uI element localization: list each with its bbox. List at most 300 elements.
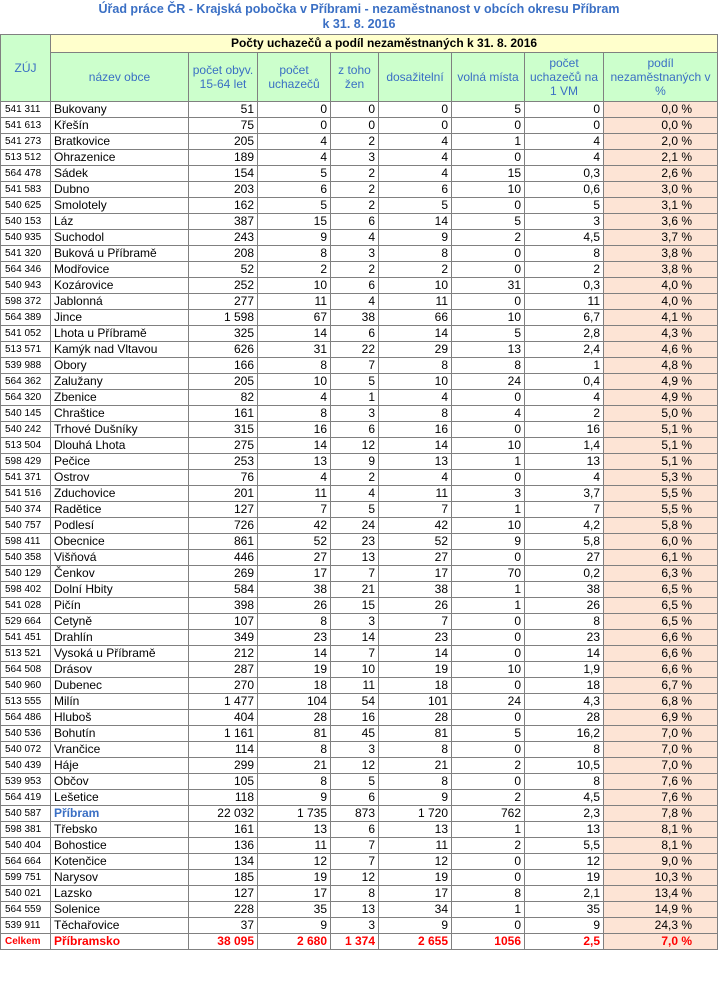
- women-cell: 2: [331, 166, 379, 182]
- applicants-cell: 17: [258, 566, 331, 582]
- available-cell: 10: [379, 374, 452, 390]
- population-cell: 201: [189, 486, 258, 502]
- table-row: [1, 758, 718, 774]
- municipality-cell: Pečice: [51, 454, 189, 470]
- municipality-cell: Narysov: [51, 870, 189, 886]
- municipality-cell: Kamýk nad Vltavou: [51, 342, 189, 358]
- table-row: [1, 342, 718, 358]
- unemployment-rate-cell: 4,8 %: [604, 358, 718, 374]
- per-vacancy-cell: 1,9: [525, 662, 604, 678]
- per-vacancy-cell: 38: [525, 582, 604, 598]
- women-cell: 3: [331, 406, 379, 422]
- per-vacancy-cell: 4: [525, 390, 604, 406]
- available-cell: 4: [379, 134, 452, 150]
- applicants-cell: 5: [258, 166, 331, 182]
- population-cell: 38 095: [189, 934, 258, 950]
- applicants-cell: 19: [258, 662, 331, 678]
- per-vacancy-cell: 4: [525, 470, 604, 486]
- available-cell: 21: [379, 758, 452, 774]
- zuj-cell: 564 320: [1, 390, 51, 406]
- per-vacancy-cell: 12: [525, 854, 604, 870]
- population-cell: 51: [189, 102, 258, 118]
- table-row: [1, 486, 718, 502]
- zuj-cell: 564 346: [1, 262, 51, 278]
- super-header: Počty uchazečů a podíl nezaměstnaných k 31. 8. 2016: [51, 35, 718, 53]
- zuj-cell: 541 052: [1, 326, 51, 342]
- vacancies-cell: 10: [452, 310, 525, 326]
- unemployment-rate-cell: 5,1 %: [604, 438, 718, 454]
- per-vacancy-cell: 4,5: [525, 230, 604, 246]
- per-vacancy-cell: 18: [525, 678, 604, 694]
- vacancies-cell: 0: [452, 550, 525, 566]
- applicants-cell: 38: [258, 582, 331, 598]
- table-row: [1, 134, 718, 150]
- table-row: [1, 406, 718, 422]
- zuj-cell: Celkem: [1, 934, 51, 950]
- table-row: [1, 198, 718, 214]
- municipality-cell: Bohutín: [51, 726, 189, 742]
- population-cell: 154: [189, 166, 258, 182]
- applicants-cell: 17: [258, 886, 331, 902]
- unemployment-rate-cell: 7,0 %: [604, 726, 718, 742]
- table-row: [1, 598, 718, 614]
- women-cell: 21: [331, 582, 379, 598]
- applicants-cell: 2 680: [258, 934, 331, 950]
- per-vacancy-cell: 35: [525, 902, 604, 918]
- unemployment-rate-cell: 6,5 %: [604, 582, 718, 598]
- population-cell: 726: [189, 518, 258, 534]
- per-vacancy-cell: 4,2: [525, 518, 604, 534]
- vacancies-cell: 24: [452, 374, 525, 390]
- population-cell: 299: [189, 758, 258, 774]
- municipality-cell: Háje: [51, 758, 189, 774]
- women-cell: 24: [331, 518, 379, 534]
- per-vacancy-cell: 2,4: [525, 342, 604, 358]
- zuj-cell: 513 571: [1, 342, 51, 358]
- available-cell: 16: [379, 422, 452, 438]
- unemployment-rate-cell: 4,9 %: [604, 374, 718, 390]
- unemployment-rate-cell: 5,1 %: [604, 422, 718, 438]
- municipality-cell: Čenkov: [51, 566, 189, 582]
- zuj-cell: 539 953: [1, 774, 51, 790]
- table-row: [1, 294, 718, 310]
- municipality-cell: Smolotely: [51, 198, 189, 214]
- unemployment-rate-cell: 14,9 %: [604, 902, 718, 918]
- zuj-cell: 540 153: [1, 214, 51, 230]
- per-vacancy-cell: 1: [525, 358, 604, 374]
- unemployment-rate-cell: 6,0 %: [604, 534, 718, 550]
- available-cell: 6: [379, 182, 452, 198]
- table-row: [1, 246, 718, 262]
- vacancies-cell: 0: [452, 614, 525, 630]
- population-cell: 269: [189, 566, 258, 582]
- vacancies-cell: 0: [452, 198, 525, 214]
- women-cell: 8: [331, 886, 379, 902]
- available-cell: 34: [379, 902, 452, 918]
- zuj-cell: 541 583: [1, 182, 51, 198]
- available-cell: 101: [379, 694, 452, 710]
- vacancies-cell: 9: [452, 534, 525, 550]
- available-cell: 13: [379, 822, 452, 838]
- available-cell: 9: [379, 230, 452, 246]
- available-cell: 1 720: [379, 806, 452, 822]
- zuj-cell: 540 943: [1, 278, 51, 294]
- header-women: z toho žen: [331, 53, 379, 102]
- table-row: [1, 694, 718, 710]
- women-cell: 15: [331, 598, 379, 614]
- population-cell: 398: [189, 598, 258, 614]
- available-cell: 4: [379, 470, 452, 486]
- per-vacancy-cell: 0,3: [525, 278, 604, 294]
- vacancies-cell: 0: [452, 918, 525, 934]
- table-row: [1, 662, 718, 678]
- zuj-cell: 541 311: [1, 102, 51, 118]
- vacancies-cell: 5: [452, 214, 525, 230]
- unemployment-rate-cell: 6,7 %: [604, 678, 718, 694]
- zuj-cell: 564 486: [1, 710, 51, 726]
- municipality-cell: Dubenec: [51, 678, 189, 694]
- women-cell: 13: [331, 902, 379, 918]
- vacancies-cell: 0: [452, 118, 525, 134]
- zuj-cell: 541 028: [1, 598, 51, 614]
- table-row: [1, 358, 718, 374]
- table-row: [1, 310, 718, 326]
- table-row: [1, 806, 718, 822]
- available-cell: 52: [379, 534, 452, 550]
- per-vacancy-cell: 14: [525, 646, 604, 662]
- women-cell: 3: [331, 150, 379, 166]
- applicants-cell: 11: [258, 294, 331, 310]
- municipality-cell: Ohrazenice: [51, 150, 189, 166]
- applicants-cell: 13: [258, 454, 331, 470]
- applicants-cell: 18: [258, 678, 331, 694]
- municipality-cell: Vysoká u Příbramě: [51, 646, 189, 662]
- zuj-cell: 541 613: [1, 118, 51, 134]
- table-row: [1, 646, 718, 662]
- women-cell: 11: [331, 678, 379, 694]
- women-cell: 2: [331, 182, 379, 198]
- municipality-cell: Obory: [51, 358, 189, 374]
- available-cell: 19: [379, 870, 452, 886]
- available-cell: 4: [379, 390, 452, 406]
- unemployment-rate-cell: 4,9 %: [604, 390, 718, 406]
- header-unemployment-rate: podíl nezaměstnaných v %: [604, 53, 718, 102]
- available-cell: 0: [379, 102, 452, 118]
- per-vacancy-cell: 0,3: [525, 166, 604, 182]
- zuj-cell: 539 988: [1, 358, 51, 374]
- zuj-cell: 540 404: [1, 838, 51, 854]
- available-cell: 28: [379, 710, 452, 726]
- unemployment-rate-cell: 7,0 %: [604, 742, 718, 758]
- applicants-cell: 27: [258, 550, 331, 566]
- table-row: [1, 390, 718, 406]
- municipality-cell: Příbramsko: [51, 934, 189, 950]
- super-header-row: [1, 35, 718, 53]
- women-cell: 3: [331, 246, 379, 262]
- per-vacancy-cell: 13: [525, 454, 604, 470]
- per-vacancy-cell: 16,2: [525, 726, 604, 742]
- municipality-cell: Višňová: [51, 550, 189, 566]
- applicants-cell: 21: [258, 758, 331, 774]
- municipality-cell: Obecnice: [51, 534, 189, 550]
- population-cell: 253: [189, 454, 258, 470]
- header-applicants: počet uchazečů: [258, 53, 331, 102]
- table-row: [1, 518, 718, 534]
- available-cell: 0: [379, 118, 452, 134]
- applicants-cell: 104: [258, 694, 331, 710]
- vacancies-cell: 0: [452, 646, 525, 662]
- per-vacancy-cell: 2,1: [525, 886, 604, 902]
- applicants-cell: 13: [258, 822, 331, 838]
- available-cell: 38: [379, 582, 452, 598]
- unemployment-rate-cell: 5,8 %: [604, 518, 718, 534]
- per-vacancy-cell: 6,7: [525, 310, 604, 326]
- applicants-cell: 6: [258, 182, 331, 198]
- population-cell: 22 032: [189, 806, 258, 822]
- population-cell: 243: [189, 230, 258, 246]
- population-cell: 205: [189, 134, 258, 150]
- unemployment-rate-cell: 3,8 %: [604, 246, 718, 262]
- zuj-cell: 540 242: [1, 422, 51, 438]
- zuj-cell: 541 371: [1, 470, 51, 486]
- header-vacancies: volná místa: [452, 53, 525, 102]
- available-cell: 12: [379, 854, 452, 870]
- women-cell: 14: [331, 630, 379, 646]
- available-cell: 18: [379, 678, 452, 694]
- available-cell: 11: [379, 838, 452, 854]
- unemployment-rate-cell: 4,0 %: [604, 294, 718, 310]
- vacancies-cell: 2: [452, 838, 525, 854]
- zuj-cell: 540 439: [1, 758, 51, 774]
- column-header-row: [1, 53, 718, 102]
- vacancies-cell: 0: [452, 422, 525, 438]
- per-vacancy-cell: 2,8: [525, 326, 604, 342]
- available-cell: 14: [379, 438, 452, 454]
- women-cell: 5: [331, 774, 379, 790]
- municipality-cell: Milín: [51, 694, 189, 710]
- available-cell: 11: [379, 294, 452, 310]
- municipality-cell: Bohostice: [51, 838, 189, 854]
- applicants-cell: 5: [258, 198, 331, 214]
- municipality-cell: Bukovany: [51, 102, 189, 118]
- unemployment-rate-cell: 24,3 %: [604, 918, 718, 934]
- vacancies-cell: 2: [452, 790, 525, 806]
- zuj-cell: 564 419: [1, 790, 51, 806]
- applicants-cell: 8: [258, 246, 331, 262]
- women-cell: 12: [331, 438, 379, 454]
- per-vacancy-cell: 4,5: [525, 790, 604, 806]
- available-cell: 14: [379, 214, 452, 230]
- vacancies-cell: 10: [452, 518, 525, 534]
- available-cell: 66: [379, 310, 452, 326]
- applicants-cell: 9: [258, 230, 331, 246]
- available-cell: 8: [379, 358, 452, 374]
- vacancies-cell: 5: [452, 726, 525, 742]
- zuj-cell: 540 757: [1, 518, 51, 534]
- unemployment-rate-cell: 3,0 %: [604, 182, 718, 198]
- applicants-cell: 0: [258, 102, 331, 118]
- table-row: [1, 774, 718, 790]
- municipality-cell: Jablonná: [51, 294, 189, 310]
- municipality-cell: Láz: [51, 214, 189, 230]
- available-cell: 8: [379, 246, 452, 262]
- population-cell: 1 161: [189, 726, 258, 742]
- population-cell: 212: [189, 646, 258, 662]
- vacancies-cell: 2: [452, 230, 525, 246]
- available-cell: 8: [379, 742, 452, 758]
- women-cell: 10: [331, 662, 379, 678]
- vacancies-cell: 0: [452, 262, 525, 278]
- municipality-cell: Lhota u Příbramě: [51, 326, 189, 342]
- applicants-cell: 8: [258, 358, 331, 374]
- unemployment-rate-cell: 2,6 %: [604, 166, 718, 182]
- unemployment-rate-cell: 6,6 %: [604, 662, 718, 678]
- per-vacancy-cell: 4: [525, 134, 604, 150]
- population-cell: 275: [189, 438, 258, 454]
- vacancies-cell: 1: [452, 502, 525, 518]
- women-cell: 5: [331, 502, 379, 518]
- zuj-cell: 540 625: [1, 198, 51, 214]
- zuj-cell: 564 508: [1, 662, 51, 678]
- available-cell: 4: [379, 166, 452, 182]
- vacancies-cell: 0: [452, 470, 525, 486]
- table-row: [1, 710, 718, 726]
- municipality-cell: Dolní Hbity: [51, 582, 189, 598]
- per-vacancy-cell: 0,4: [525, 374, 604, 390]
- zuj-cell: 598 429: [1, 454, 51, 470]
- vacancies-cell: 0: [452, 390, 525, 406]
- table-row: [1, 454, 718, 470]
- municipality-cell: Hluboš: [51, 710, 189, 726]
- zuj-cell: 540 587: [1, 806, 51, 822]
- applicants-cell: 15: [258, 214, 331, 230]
- population-cell: 387: [189, 214, 258, 230]
- applicants-cell: 4: [258, 150, 331, 166]
- women-cell: 2: [331, 470, 379, 486]
- municipality-cell: Radětice: [51, 502, 189, 518]
- unemployment-rate-cell: 5,5 %: [604, 486, 718, 502]
- title-line-2: k 31. 8. 2016: [322, 17, 396, 31]
- table-row: [1, 838, 718, 854]
- unemployment-rate-cell: 7,0 %: [604, 758, 718, 774]
- vacancies-cell: 1056: [452, 934, 525, 950]
- municipality-cell: Těchařovice: [51, 918, 189, 934]
- per-vacancy-cell: 8: [525, 246, 604, 262]
- table-row: [1, 630, 718, 646]
- per-vacancy-cell: 8: [525, 774, 604, 790]
- unemployment-rate-cell: 0,0 %: [604, 118, 718, 134]
- per-vacancy-cell: 0: [525, 102, 604, 118]
- population-cell: 446: [189, 550, 258, 566]
- applicants-cell: 14: [258, 646, 331, 662]
- municipality-cell: Chraštice: [51, 406, 189, 422]
- table-row: [1, 438, 718, 454]
- zuj-cell: 513 512: [1, 150, 51, 166]
- vacancies-cell: 762: [452, 806, 525, 822]
- table-row: [1, 726, 718, 742]
- unemployment-rate-cell: 8,1 %: [604, 822, 718, 838]
- per-vacancy-cell: 4,3: [525, 694, 604, 710]
- vacancies-cell: 1: [452, 582, 525, 598]
- population-cell: 52: [189, 262, 258, 278]
- per-vacancy-cell: 27: [525, 550, 604, 566]
- women-cell: 54: [331, 694, 379, 710]
- women-cell: 9: [331, 454, 379, 470]
- municipality-cell: Ostrov: [51, 470, 189, 486]
- population-cell: 1 598: [189, 310, 258, 326]
- per-vacancy-cell: 7: [525, 502, 604, 518]
- women-cell: 6: [331, 790, 379, 806]
- per-vacancy-cell: 2: [525, 262, 604, 278]
- unemployment-rate-cell: 6,5 %: [604, 598, 718, 614]
- women-cell: 1 374: [331, 934, 379, 950]
- municipality-cell: Solenice: [51, 902, 189, 918]
- vacancies-cell: 31: [452, 278, 525, 294]
- municipality-cell: Dlouhá Lhota: [51, 438, 189, 454]
- municipality-cell: Lešetice: [51, 790, 189, 806]
- applicants-cell: 16: [258, 422, 331, 438]
- women-cell: 6: [331, 214, 379, 230]
- vacancies-cell: 8: [452, 358, 525, 374]
- available-cell: 10: [379, 278, 452, 294]
- municipality-cell: Kozárovice: [51, 278, 189, 294]
- per-vacancy-cell: 2,5: [525, 934, 604, 950]
- women-cell: 4: [331, 230, 379, 246]
- municipality-cell: Křešín: [51, 118, 189, 134]
- title-line-1: Úřad práce ČR - Krajská pobočka v Příbrami - nezaměstnanost v obcích okresu Příbram: [98, 2, 620, 16]
- table-row: [1, 166, 718, 182]
- unemployment-rate-cell: 5,3 %: [604, 470, 718, 486]
- applicants-cell: 31: [258, 342, 331, 358]
- unemployment-rate-cell: 5,0 %: [604, 406, 718, 422]
- per-vacancy-cell: 3: [525, 214, 604, 230]
- zuj-cell: 529 664: [1, 614, 51, 630]
- unemployment-rate-cell: 6,6 %: [604, 630, 718, 646]
- per-vacancy-cell: 23: [525, 630, 604, 646]
- unemployment-rate-cell: 6,9 %: [604, 710, 718, 726]
- total-row: [1, 934, 718, 950]
- per-vacancy-cell: 1,4: [525, 438, 604, 454]
- population-cell: 252: [189, 278, 258, 294]
- available-cell: 4: [379, 150, 452, 166]
- table-row: [1, 534, 718, 550]
- population-cell: 75: [189, 118, 258, 134]
- header-name: název obce: [51, 53, 189, 102]
- applicants-cell: 2: [258, 262, 331, 278]
- municipality-cell: Dubno: [51, 182, 189, 198]
- available-cell: 23: [379, 630, 452, 646]
- municipality-cell: Jince: [51, 310, 189, 326]
- applicants-cell: 52: [258, 534, 331, 550]
- women-cell: 7: [331, 358, 379, 374]
- population-cell: 349: [189, 630, 258, 646]
- applicants-cell: 8: [258, 742, 331, 758]
- zuj-cell: 564 389: [1, 310, 51, 326]
- table-row: [1, 150, 718, 166]
- applicants-cell: 7: [258, 502, 331, 518]
- population-cell: 107: [189, 614, 258, 630]
- vacancies-cell: 10: [452, 438, 525, 454]
- available-cell: 7: [379, 502, 452, 518]
- zuj-cell: 540 021: [1, 886, 51, 902]
- applicants-cell: 10: [258, 374, 331, 390]
- vacancies-cell: 5: [452, 102, 525, 118]
- unemployment-rate-cell: 2,1 %: [604, 150, 718, 166]
- table-row: [1, 550, 718, 566]
- unemployment-rate-cell: 5,1 %: [604, 454, 718, 470]
- header-available: dosažitelní: [379, 53, 452, 102]
- unemployment-rate-cell: 5,5 %: [604, 502, 718, 518]
